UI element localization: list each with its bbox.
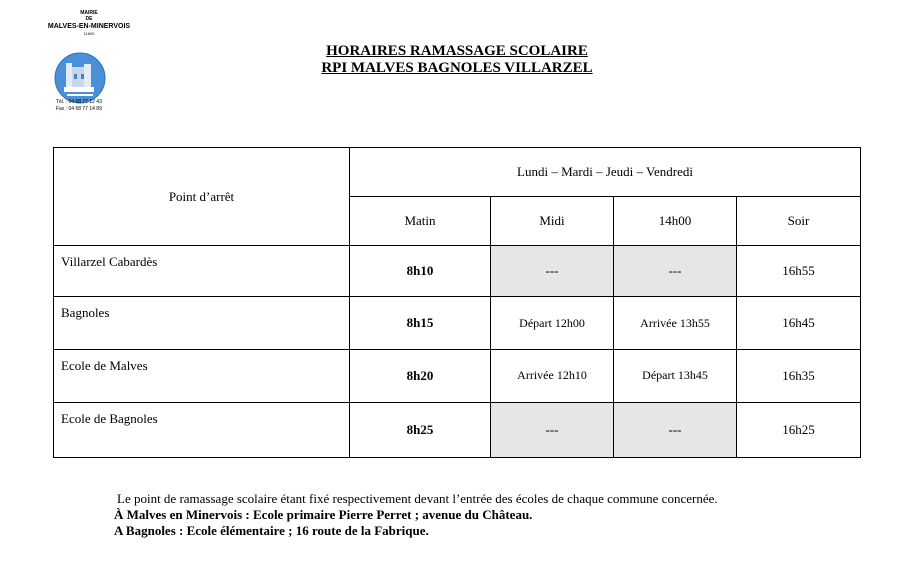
time-matin: 8h10	[350, 246, 491, 297]
stop-name: Villarzel Cabardès	[54, 246, 350, 297]
stop-name: Ecole de Malves	[54, 349, 350, 402]
time-midi: ---	[491, 246, 614, 297]
table-row	[54, 402, 861, 457]
stop-name: Bagnoles	[54, 297, 350, 349]
time-midi: Départ 12h00	[491, 297, 614, 349]
column-header-matin: Matin	[350, 197, 491, 246]
time-soir: 16h55	[737, 246, 861, 297]
table-row	[54, 246, 861, 297]
time-14h00: ---	[614, 402, 737, 457]
note-line-malves: À Malves en Minervois : Ecole primaire Pierre Perret ; avenue du Château.	[114, 507, 533, 522]
time-14h00: Arrivée 13h55	[614, 297, 737, 349]
page-title	[0, 43, 914, 77]
time-matin: 8h25	[350, 402, 491, 457]
days-header: Lundi – Mardi – Jeudi – Vendredi	[350, 148, 861, 197]
time-14h00: Départ 13h45	[614, 349, 737, 402]
logo-line-de: DE	[85, 16, 93, 22]
table-row	[54, 349, 861, 402]
logo-fax: Fax : 04 68 77 14 89	[56, 106, 102, 112]
column-header-soir: Soir	[737, 197, 861, 246]
logo-postcode: 11600	[83, 31, 95, 36]
bus-schedule-table	[53, 147, 861, 458]
time-soir: 16h35	[737, 349, 861, 402]
note-line-1: Le point de ramassage scolaire étant fixé respectivement devant l’entrée des écoles de chaque commune concernée.	[117, 491, 718, 506]
logo-phone: Tél. : 04 68 77 12 43	[56, 99, 102, 105]
time-midi: Arrivée 12h10	[491, 349, 614, 402]
column-header-14h00: 14h00	[614, 197, 737, 246]
stop-name: Ecole de Bagnoles	[54, 402, 350, 457]
title-line-2: RPI MALVES BAGNOLES VILLARZEL	[321, 60, 593, 76]
note-line-bagnoles: A Bagnoles : Ecole élémentaire ; 16 route de la Fabrique.	[114, 523, 429, 538]
pickup-notes	[114, 491, 718, 539]
time-matin: 8h20	[350, 349, 491, 402]
table-row	[54, 297, 861, 349]
logo-town-name: MALVES-EN-MINERVOIS	[47, 23, 131, 30]
time-soir: 16h45	[737, 297, 861, 349]
time-soir: 16h25	[737, 402, 861, 457]
logo-line-mairie: MAIRIE	[80, 10, 98, 16]
town-hall-logo	[34, 10, 144, 112]
time-14h00: ---	[614, 246, 737, 297]
column-header-midi: Midi	[491, 197, 614, 246]
time-matin: 8h15	[350, 297, 491, 349]
title-line-1: HORAIRES RAMASSAGE SCOLAIRE	[326, 43, 588, 59]
stop-column-header: Point d’arrêt	[54, 148, 350, 246]
logo-contacts	[56, 99, 102, 113]
time-midi: ---	[491, 402, 614, 457]
